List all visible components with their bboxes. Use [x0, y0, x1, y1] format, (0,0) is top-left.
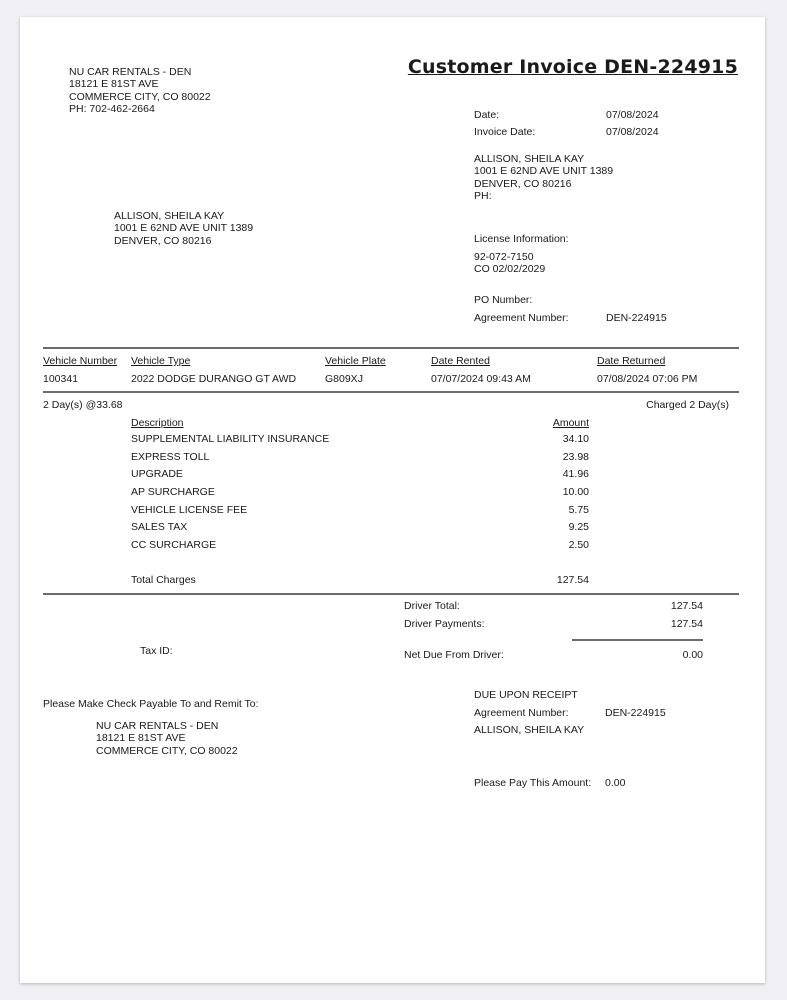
vehicle-type-header: Vehicle Type: [131, 355, 191, 367]
license-info: [474, 251, 545, 276]
date-label: Date:: [474, 109, 500, 121]
charge-item: [131, 486, 329, 504]
invoice-date-label: Invoice Date:: [474, 126, 536, 138]
company-address-line2: COMMERCE CITY, CO 80022: [69, 90, 211, 103]
date-rented-value: 07/07/2024 09:43 AM: [431, 373, 531, 385]
due-upon-receipt: DUE UPON RECEIPT: [474, 689, 578, 701]
charge-description: UPGRADE: [131, 468, 183, 481]
charge-amount: 41.96: [562, 468, 589, 481]
charge-description: VEHICLE LICENSE FEE: [131, 503, 248, 516]
company-address-line1: 18121 E 81ST AVE: [69, 78, 159, 91]
amount-header: Amount: [552, 417, 589, 429]
driver-total-label: Driver Total:: [404, 600, 460, 612]
invoice-title: Customer Invoice DEN-224915: [407, 56, 738, 78]
charge-item: [131, 521, 329, 539]
customer-address-line2: DENVER, CO 80216: [114, 234, 212, 247]
charge-item: [131, 468, 329, 486]
company-address: [69, 66, 211, 115]
vehicle-number-value: 100341: [43, 373, 79, 385]
remit-name: NU CAR RENTALS - DEN: [96, 720, 219, 732]
due-customer-name: ALLISON, SHEILA KAY: [474, 724, 585, 736]
agreement-number-label: Agreement Number:: [474, 312, 569, 324]
charge-description: SALES TAX: [131, 521, 188, 534]
charge-amount: 10.00: [562, 486, 589, 499]
divider: [43, 391, 739, 393]
pay-amount-label: Please Pay This Amount:: [474, 777, 592, 789]
remit-address-line1: 18121 E 81ST AVE: [96, 732, 186, 745]
license-label: License Information:: [474, 233, 569, 245]
customer-name: ALLISON, SHEILA KAY: [114, 210, 225, 222]
due-agreement-label: Agreement Number:: [474, 707, 569, 719]
customer-address-left: [114, 210, 253, 247]
net-due-value: 0.00: [682, 649, 703, 661]
vehicle-type-value: 2022 DODGE DURANGO GT AWD: [131, 373, 297, 385]
customer-address-right: [474, 153, 613, 202]
charge-item: [131, 504, 329, 522]
tax-id-label: Tax ID:: [140, 645, 173, 657]
agreement-number-value: DEN-224915: [606, 312, 667, 324]
charged-days: Charged 2 Day(s): [646, 399, 729, 411]
charge-amount: 34.10: [562, 433, 589, 445]
remit-address: [96, 720, 238, 757]
charge-description: EXPRESS TOLL: [131, 450, 210, 463]
company-phone: PH: 702-462-2664: [69, 102, 155, 115]
charges-list: [131, 433, 329, 557]
divider: [43, 593, 739, 595]
pay-amount-value: 0.00: [605, 777, 626, 789]
driver-total-value: 127.54: [670, 600, 703, 612]
net-due-label: Net Due From Driver:: [404, 649, 504, 661]
due-agreement-value: DEN-224915: [605, 707, 666, 719]
vehicle-number-header: Vehicle Number: [43, 355, 118, 367]
total-charges-value: 127.54: [556, 574, 589, 586]
charge-amount: 9.25: [568, 521, 589, 534]
date-returned-value: 07/08/2024 07:06 PM: [597, 373, 698, 385]
customer-phone: PH:: [474, 189, 492, 202]
po-number-label: PO Number:: [474, 294, 533, 306]
rate-days: 2 Day(s) @33.68: [43, 399, 123, 411]
charge-item: [131, 451, 329, 469]
driver-payments-label: Driver Payments:: [404, 618, 485, 630]
charge-amount: 23.98: [562, 450, 589, 463]
customer-address-line2: DENVER, CO 80216: [474, 177, 572, 190]
driver-payments-value: 127.54: [670, 618, 703, 630]
vehicle-plate-value: G809XJ: [325, 373, 363, 385]
invoice-page: [20, 17, 765, 983]
company-name: NU CAR RENTALS - DEN: [69, 66, 192, 78]
remit-label: Please Make Check Payable To and Remit To:: [43, 698, 259, 710]
charge-item: [131, 539, 329, 557]
license-number: 92-072-7150: [474, 251, 534, 263]
charge-description: CC SURCHARGE: [131, 539, 217, 552]
charge-item: [131, 433, 329, 451]
summary-divider: [572, 639, 703, 641]
customer-address-line1: 1001 E 62ND AVE UNIT 1389: [474, 165, 614, 178]
customer-address-line1: 1001 E 62ND AVE UNIT 1389: [114, 222, 254, 235]
total-charges-label: Total Charges: [131, 574, 196, 586]
charge-amount: 5.75: [568, 503, 589, 516]
description-header: Description: [131, 417, 184, 429]
vehicle-plate-header: Vehicle Plate: [325, 355, 386, 367]
date-value: 07/08/2024: [606, 109, 659, 121]
remit-address-line2: COMMERCE CITY, CO 80022: [96, 744, 238, 757]
date-rented-header: Date Rented: [431, 355, 490, 367]
date-returned-header: Date Returned: [597, 355, 666, 367]
charge-amount: 2.50: [568, 539, 589, 552]
charges-amounts: [563, 433, 589, 557]
charge-description: SUPPLEMENTAL LIABILITY INSURANCE: [131, 433, 330, 445]
invoice-date-value: 07/08/2024: [606, 126, 659, 138]
charge-description: AP SURCHARGE: [131, 486, 215, 499]
license-state-expiry: CO 02/02/2029: [474, 263, 546, 276]
divider: [43, 347, 739, 349]
customer-name: ALLISON, SHEILA KAY: [474, 153, 585, 165]
